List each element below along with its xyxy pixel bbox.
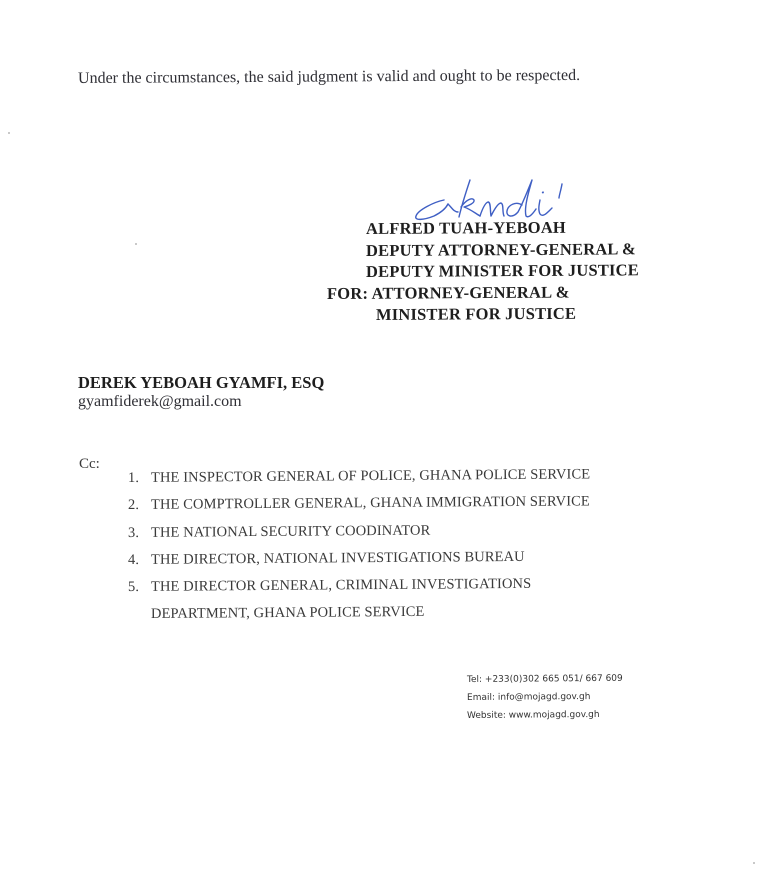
cc-item-text: THE DIRECTOR, NATIONAL INVESTIGATIONS BUREAU (150, 548, 525, 568)
cc-list-item (128, 493, 590, 514)
cc-list-item (128, 523, 430, 542)
scan-speck (8, 132, 10, 134)
cc-item-number: 4. (127, 551, 140, 568)
cc-list-item (128, 576, 531, 596)
cc-item-text: THE DIRECTOR GENERAL, CRIMINAL INVESTIGATIONS (150, 575, 532, 595)
cc-item-number: 2. (127, 496, 140, 513)
cc-label: Cc: (79, 456, 100, 472)
footer-telephone: Tel: +233(0)302 665 051/ 667 609 (466, 673, 623, 685)
scan-speck (135, 243, 137, 245)
cc-item-number: 5. (127, 578, 140, 595)
recipient-name: DEREK YEBOAH GYAMFI, ESQ (78, 373, 325, 392)
footer-website: Website: www.mojagd.gov.gh (466, 709, 600, 721)
closing-paragraph: Under the circumstances, the said judgment is valid and ought to be respected. (77, 66, 581, 87)
cc-list-item (128, 549, 525, 569)
cc-list-item (128, 466, 590, 487)
signatory-title-2: DEPUTY MINISTER FOR JUSTICE (365, 260, 640, 281)
signatory-name: ALFRED TUAH-YEBOAH (365, 217, 567, 238)
cc-item-number: 3. (127, 524, 140, 541)
cc-item-text: THE COMPTROLLER GENERAL, GHANA IMMIGRATION SERVICE (150, 493, 590, 513)
signature-text: akndi (412, 172, 415, 173)
footer-email: Email: info@mojagd.gov.gh (466, 692, 591, 703)
cc-item-continuation: DEPARTMENT, GHANA POLICE SERVICE (150, 603, 425, 622)
cc-item-text: THE INSPECTOR GENERAL OF POLICE, GHANA POLICE SERVICE (150, 466, 591, 486)
on-behalf-of-line-1: FOR: ATTORNEY-GENERAL & (326, 282, 570, 303)
signatory-title-1: DEPUTY ATTORNEY-GENERAL & (365, 239, 637, 260)
scan-speck (753, 862, 755, 864)
cc-item-text: THE NATIONAL SECURITY COODINATOR (150, 522, 431, 541)
recipient-email: gyamfiderek@gmail.com (78, 393, 242, 410)
on-behalf-of-line-2: MINISTER FOR JUSTICE (375, 303, 577, 324)
cc-item-number: 1. (127, 469, 140, 486)
